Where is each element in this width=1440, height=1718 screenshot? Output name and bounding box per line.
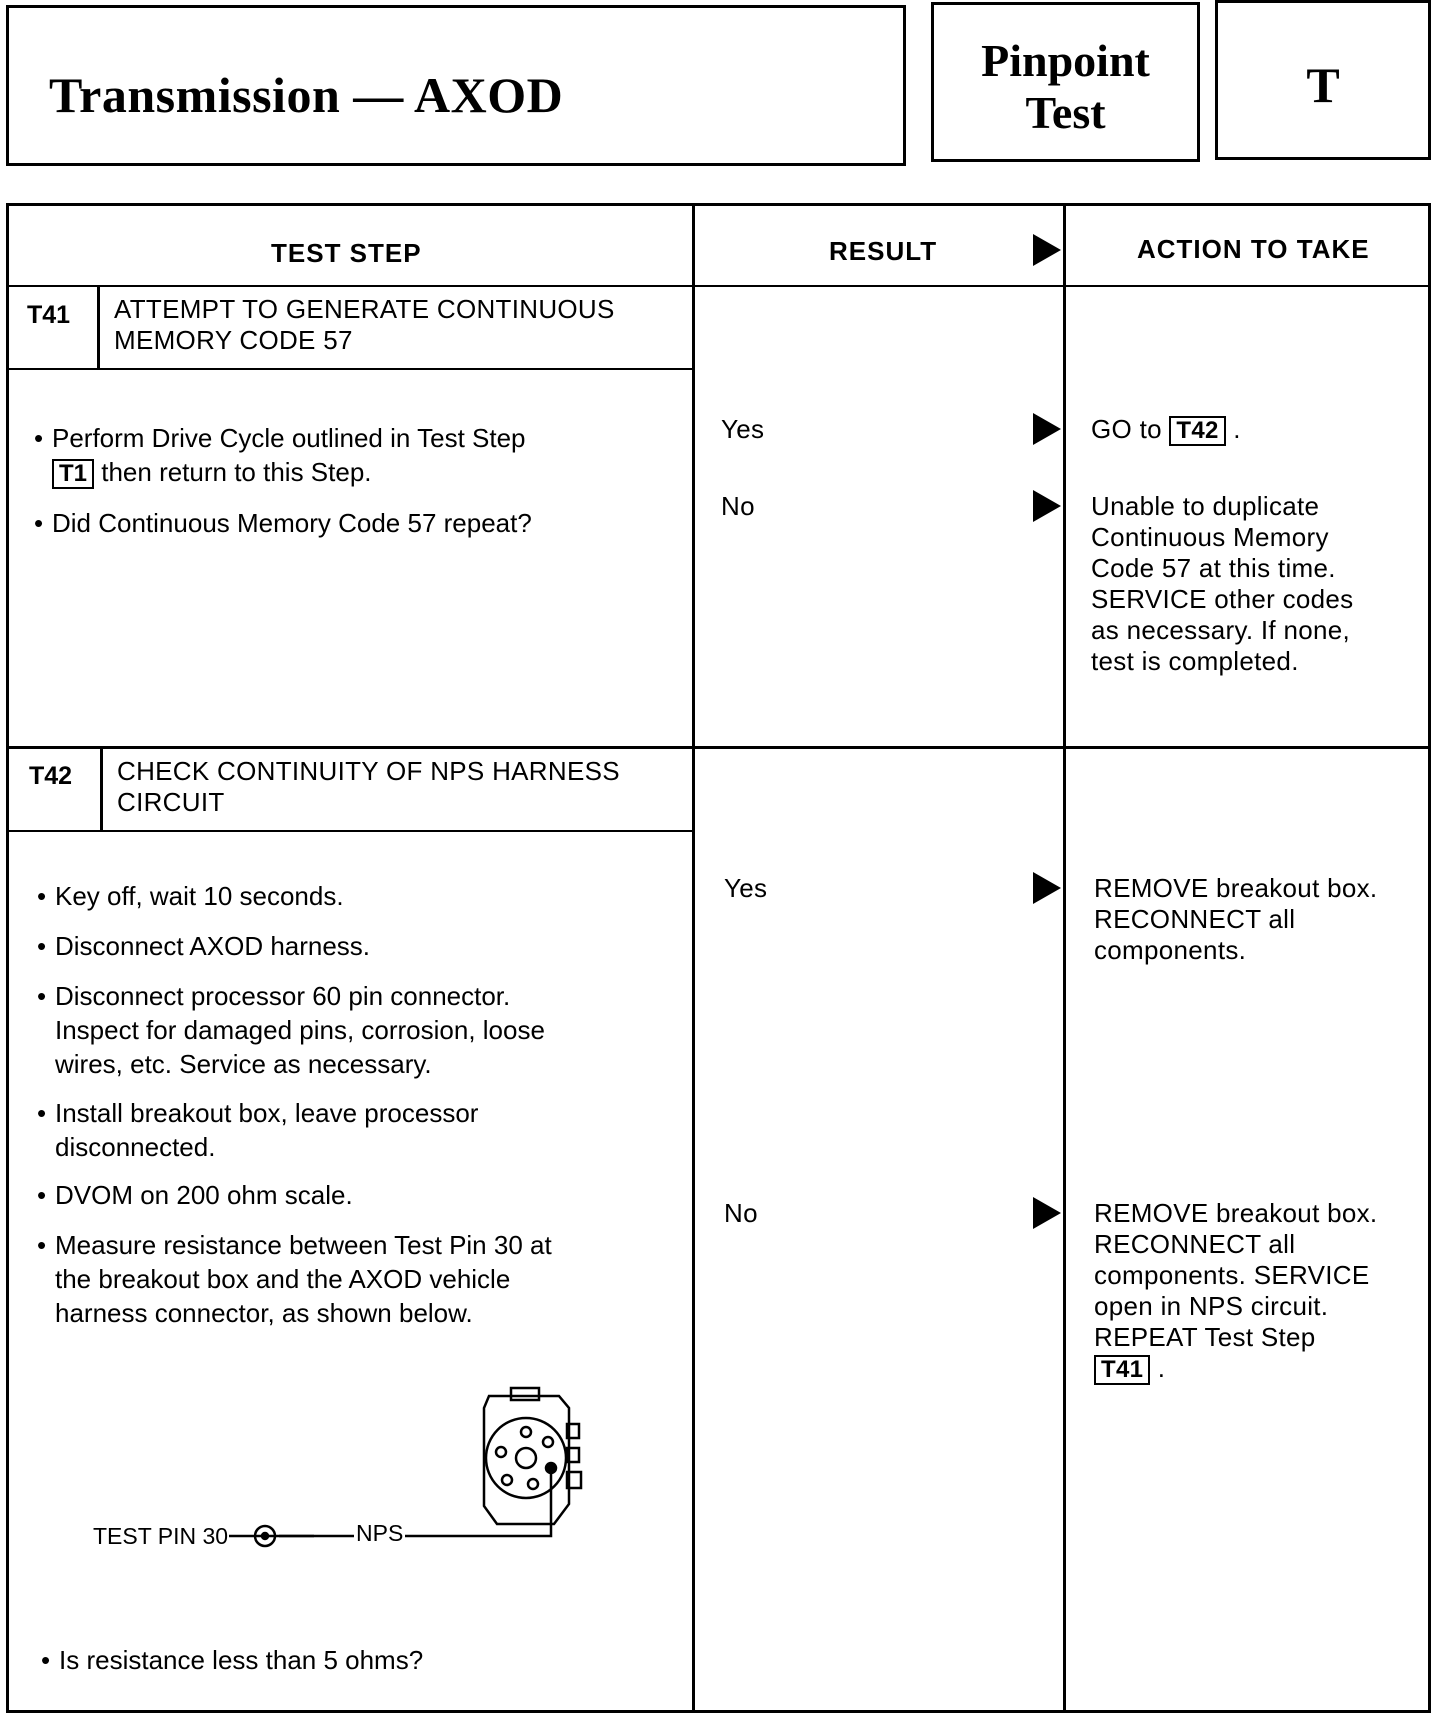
header-divider — [9, 285, 1428, 287]
t42-bullet-2: • Disconnect AXOD harness. — [37, 931, 371, 961]
t41-no-line3: Code 57 at this time. — [1091, 553, 1336, 583]
t41-no-line4: SERVICE other codes — [1091, 584, 1354, 614]
header-result: RESULT — [829, 236, 938, 266]
title-box — [6, 5, 906, 166]
t41-no-action — [1091, 491, 1353, 677]
t42-bullet-4: • Install breakout box, leave processor disconnected. — [37, 1098, 479, 1162]
diagram-wire-label: NPS — [356, 1520, 404, 1546]
t42-no-suffix: . — [1157, 1353, 1166, 1383]
t42-b2-text: Disconnect AXOD harness. — [55, 931, 371, 961]
t41-yes-action — [1091, 414, 1241, 446]
t42-bullet-7: • Is resistance less than 5 ohms? — [41, 1645, 424, 1675]
t42-b3-line2: Inspect for damaged pins, corrosion, loose — [55, 1015, 545, 1045]
t41-b1-line1: Perform Drive Cycle outlined in Test Step — [52, 423, 526, 453]
col-divider-2 — [1063, 206, 1066, 1710]
t42-no-line5: REPEAT Test Step — [1094, 1322, 1316, 1352]
t41-bullet-2: • Did Continuous Memory Code 57 repeat? — [34, 508, 532, 538]
t42-b1-text: Key off, wait 10 seconds. — [55, 881, 344, 911]
t42-title-line1: CHECK CONTINUITY OF NPS HARNESS — [117, 756, 620, 786]
connector-body — [484, 1396, 569, 1524]
ref-t42[interactable]: T42 — [1169, 416, 1225, 446]
t41-b2-text: Did Continuous Memory Code 57 repeat? — [52, 508, 532, 538]
t42-b6-line2: the breakout box and the AXOD vehicle — [55, 1264, 511, 1294]
doc-type-line2: Test — [1025, 87, 1106, 138]
test-code-box — [1215, 0, 1431, 160]
t41-no-line5: as necessary. If none, — [1091, 615, 1351, 645]
t42-no-line4: open in NPS circuit. — [1094, 1291, 1329, 1321]
connector-face — [486, 1418, 566, 1498]
header-test-step: TEST STEP — [271, 238, 422, 268]
t42-b7-text: Is resistance less than 5 ohms? — [59, 1645, 424, 1675]
pinpoint-table — [6, 203, 1431, 1713]
t42-no-action — [1094, 1198, 1377, 1385]
t42-bullet-6: • Measure resistance between Test Pin 30 at the breakout box and the AXOD vehicle harness connector, as shown below. — [37, 1230, 552, 1328]
t42-b6-line1: Measure resistance between Test Pin 30 at — [55, 1230, 552, 1260]
t42-title — [117, 756, 620, 818]
t41-no-line1: Unable to duplicate — [1091, 491, 1320, 521]
test-code: T — [1306, 57, 1340, 113]
t42-no-line2: RECONNECT all — [1094, 1229, 1296, 1259]
t42-bullet-5: • DVOM on 200 ohm scale. — [37, 1180, 353, 1210]
t41-title — [114, 294, 615, 356]
doc-type-box — [931, 2, 1200, 162]
t42-yes-line2: RECONNECT all — [1094, 904, 1296, 934]
t42-no-line1: REMOVE breakout box. — [1094, 1198, 1378, 1228]
t42-no-line6 — [1094, 1353, 1377, 1385]
t42-bullet-3: • Disconnect processor 60 pin connector. Inspect for damaged pins, corrosion, loose wires, etc. Service as necessary. — [37, 981, 545, 1079]
t42-b5-text: DVOM on 200 ohm scale. — [55, 1180, 353, 1210]
t41-yes-action-suffix: . — [1233, 414, 1241, 444]
t42-b4-line2: disconnected. — [55, 1132, 216, 1162]
t42-id-divider — [100, 749, 103, 831]
t42-no-line3: components. SERVICE — [1094, 1260, 1370, 1290]
t42-b3-line1: Disconnect processor 60 pin connector. — [55, 981, 511, 1011]
t41-bullet-1: • Perform Drive Cycle outlined in Test Step T1 then return to this Step. — [34, 423, 526, 487]
ref-t41[interactable]: T41 — [1094, 1355, 1150, 1385]
doc-type-line1: Pinpoint — [981, 35, 1150, 86]
t42-yes-line1: REMOVE breakout box. — [1094, 873, 1378, 903]
page-title: Transmission — AXOD — [49, 67, 564, 123]
t42-yes-action — [1094, 873, 1377, 966]
t41-yes: Yes — [721, 414, 765, 444]
header-action: ACTION TO TAKE — [1137, 234, 1370, 264]
ref-t1[interactable]: T1 — [52, 459, 94, 489]
t42-title-line2: CIRCUIT — [117, 787, 225, 817]
t41-yes-action-text: GO to — [1091, 414, 1162, 444]
t41-b1-line2 — [52, 455, 526, 489]
t41-no: No — [721, 491, 755, 521]
t41-no-line6: test is completed. — [1091, 646, 1299, 676]
t42-b4-line1: Install breakout box, leave processor — [55, 1098, 479, 1128]
t42-yes-arrow-icon — [1033, 872, 1061, 904]
t41-section-divider — [9, 746, 1428, 749]
t42-bullet-1: • Key off, wait 10 seconds. — [37, 881, 344, 911]
t42-no-arrow-icon — [1033, 1197, 1061, 1229]
step-number-t42: T42 — [29, 762, 73, 790]
connector-center — [516, 1448, 536, 1468]
t41-title-line1: ATTEMPT TO GENERATE CONTINUOUS — [114, 294, 615, 324]
t42-no: No — [724, 1198, 758, 1228]
t42-yes: Yes — [724, 873, 768, 903]
t42-yes-line3: components. — [1094, 935, 1247, 965]
step-number-t41: T41 — [27, 301, 71, 329]
t41-title-divider — [9, 368, 692, 370]
doc-type-label — [934, 35, 1197, 139]
t41-b1-line2-text: then return to this Step. — [94, 457, 372, 487]
diagram-pin-label: TEST PIN 30 — [93, 1523, 229, 1549]
t41-title-line2: MEMORY CODE 57 — [114, 325, 353, 355]
t41-no-arrow-icon — [1033, 490, 1061, 522]
t41-id-divider — [97, 286, 100, 368]
t42-b3-line3: wires, etc. Service as necessary. — [55, 1049, 432, 1079]
t42-b6-line3: harness connector, as shown below. — [55, 1298, 473, 1328]
t41-yes-arrow-icon — [1033, 413, 1061, 445]
header-arrow-icon — [1033, 234, 1061, 266]
t41-no-line2: Continuous Memory — [1091, 522, 1329, 552]
t42-title-divider — [9, 830, 692, 832]
connector-latch — [511, 1388, 539, 1400]
col-divider-1 — [692, 206, 695, 1710]
